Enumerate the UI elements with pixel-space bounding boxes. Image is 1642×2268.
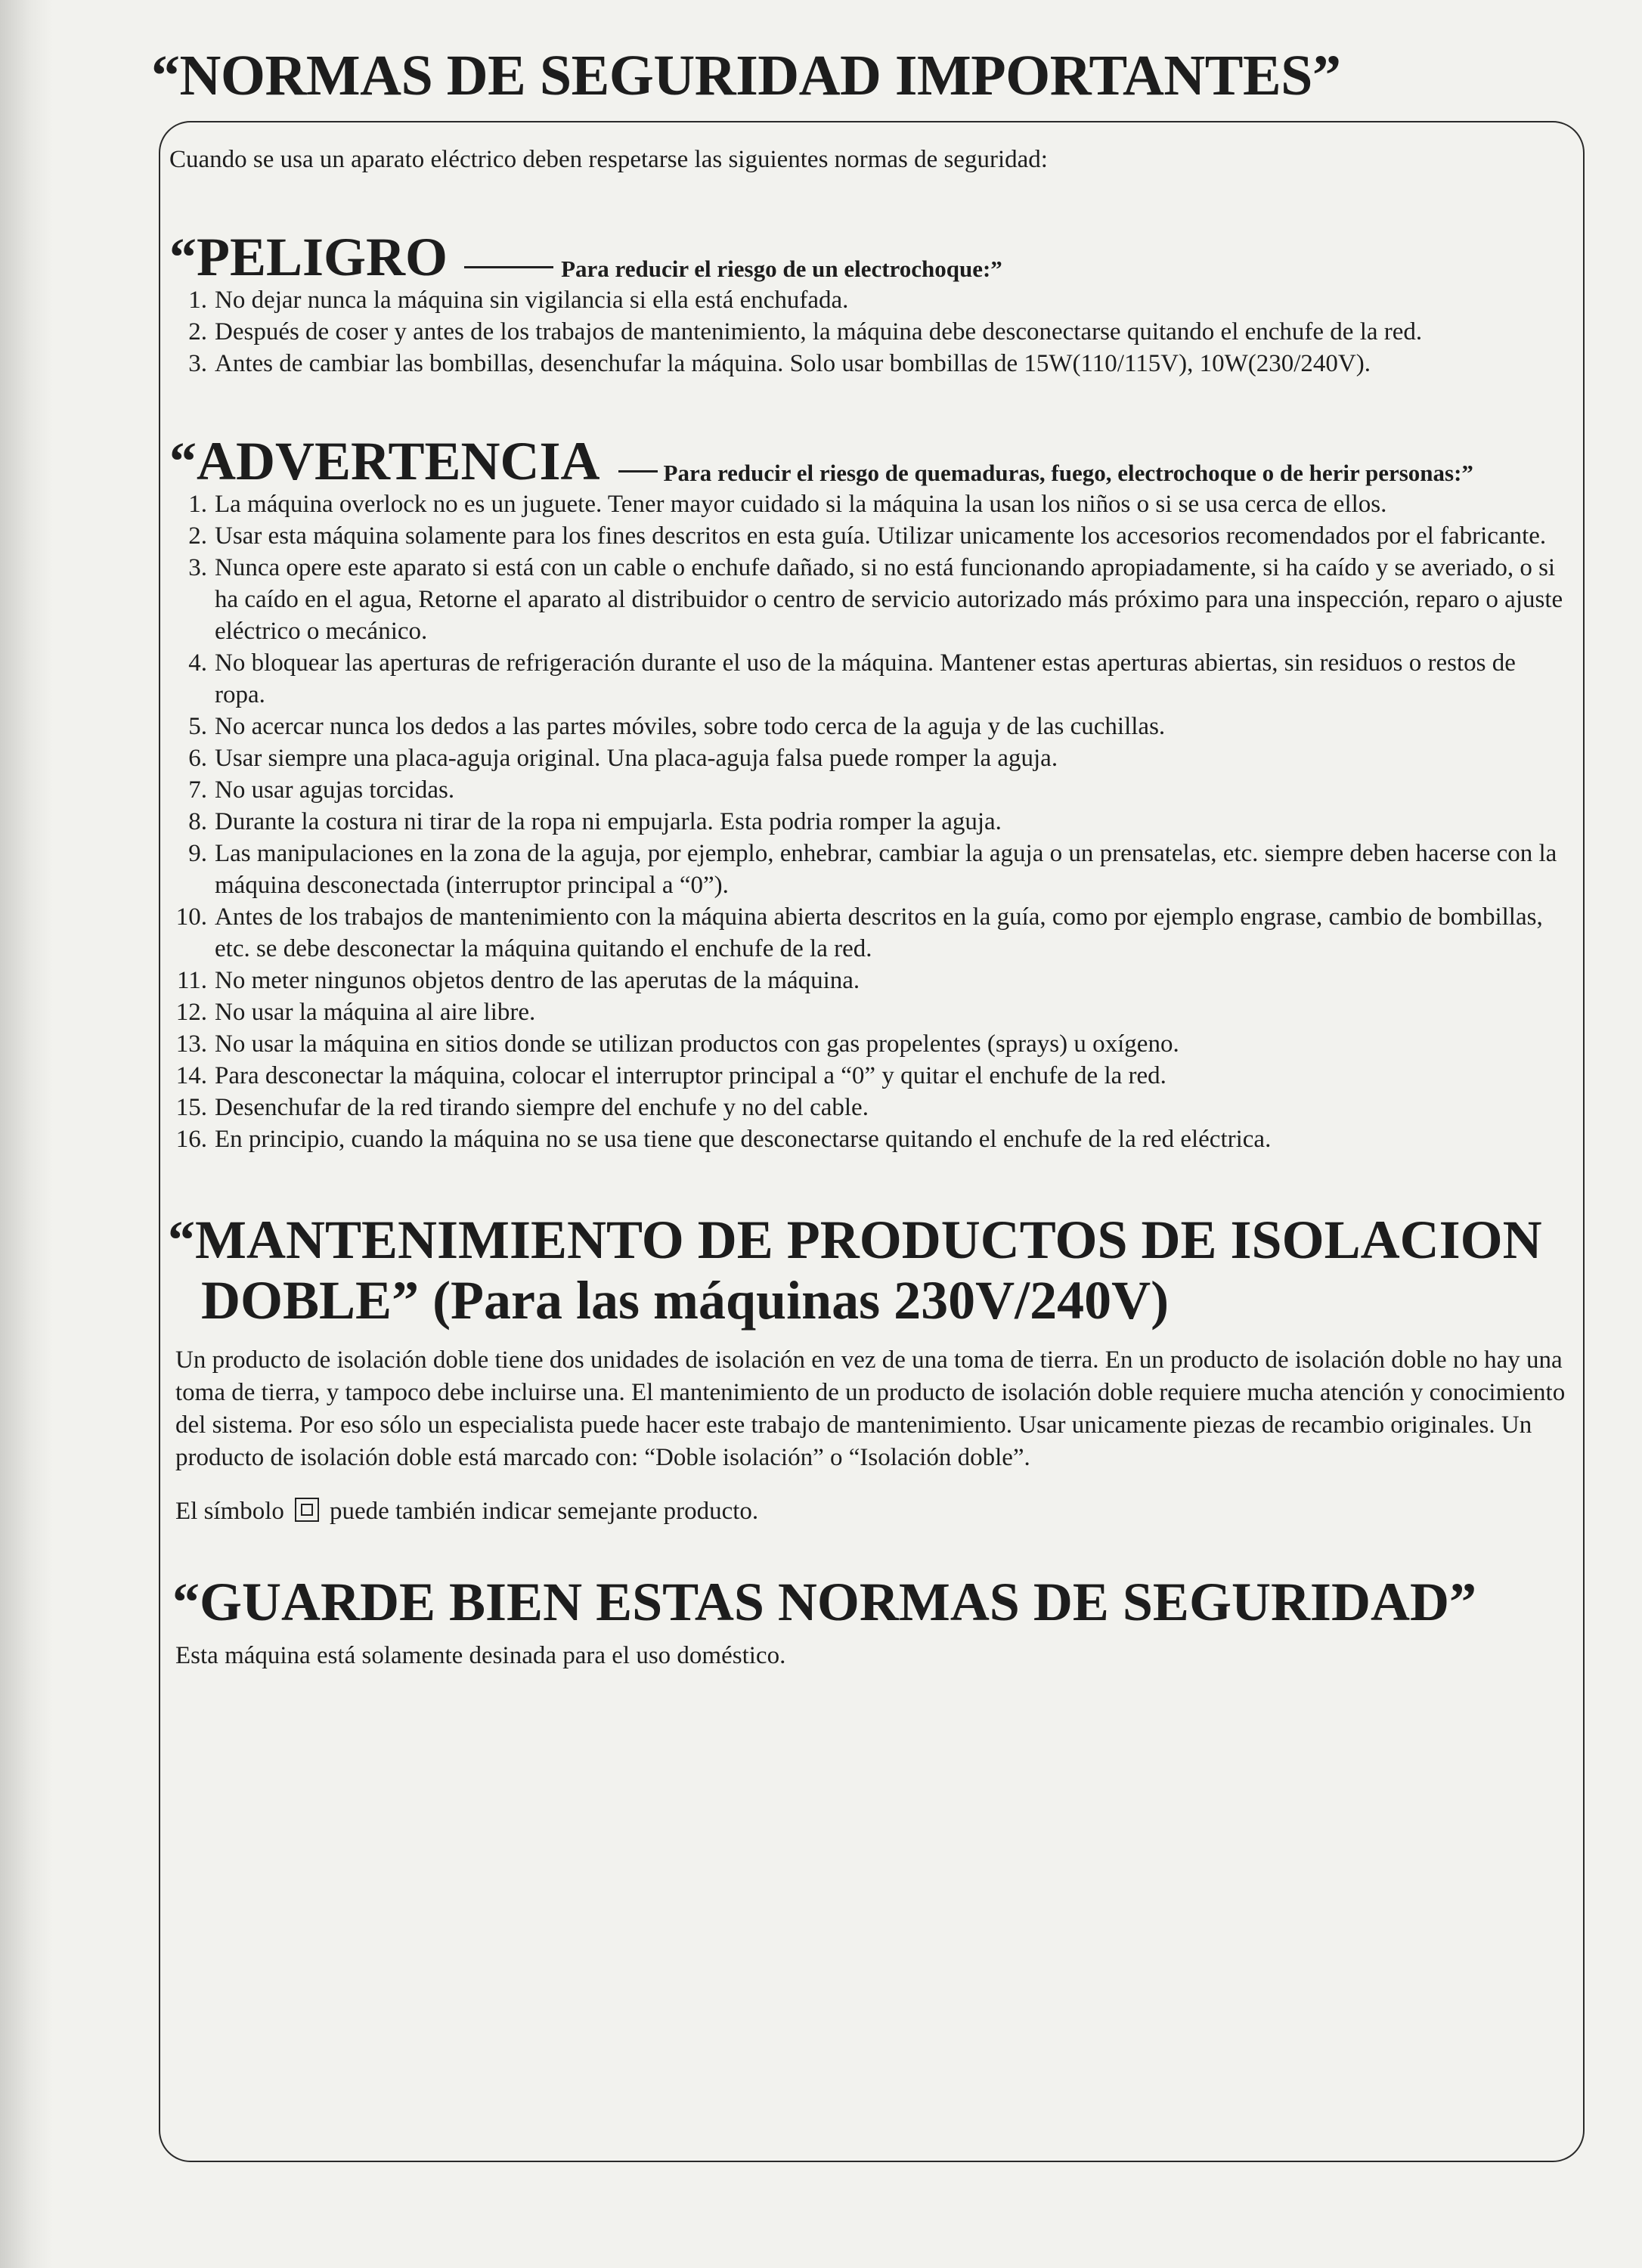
peligro-subheading: Para reducir el riesgo de un electrochoque:” (561, 255, 1002, 282)
item-text: Nunca opere este aparato si está con un cable o enchufe dañado, si no está funcionando apropiadamente, si ha caído y se averiado, o si ha caído en el agua, Retorne el aparato al distribuidor o centro de servicio autorizado más próximo para una inspección, reparo o ajuste eléctrico o mecánico. (215, 553, 1563, 645)
list-item (168, 806, 1570, 838)
item-text: Durante la costura ni tirar de la ropa ni empujarla. Esta podria romper la aguja. (215, 807, 1002, 835)
list-item (168, 965, 1570, 996)
double-insulation-icon (295, 1498, 319, 1522)
peligro-list (168, 284, 1570, 380)
item-text: En principio, cuando la máquina no se usa tiene que desconectarse quitando el enchufe de la red eléctrica. (215, 1125, 1272, 1153)
list-item (168, 1123, 1570, 1155)
list-item (168, 348, 1570, 380)
symbol-line (175, 1495, 1570, 1528)
intro-text: Cuando se usa un aparato eléctrico deben respetarse las siguientes normas de seguridad: (169, 146, 1048, 173)
item-number: 11. (176, 966, 207, 994)
guarde-text: Esta máquina está solamente desinada para el uso doméstico. (175, 1641, 786, 1669)
item-text: No acercar nunca los dedos a las partes móviles, sobre todo cerca de la aguja y de las cuchillas. (215, 712, 1166, 740)
list-item (168, 901, 1570, 965)
item-text: No meter ningunos objetos dentro de las aperutas de la máquina. (215, 966, 860, 994)
list-item (168, 552, 1570, 647)
item-number: 1. (188, 490, 207, 518)
peligro-section (168, 226, 1570, 380)
item-number: 2. (188, 318, 207, 345)
item-text: No dejar nunca la máquina sin vigilancia si ella está enchufada. (215, 286, 849, 314)
item-text: Antes de los trabajos de mantenimiento con la máquina abierta descritos en la guía, como por ejemplo engrase, cambio de bombillas, etc. se debe desconectar la máquina quitando el enchufe de la red. (215, 903, 1543, 962)
item-text: No bloquear las aperturas de refrigeración durante el uso de la máquina. Mantener estas aperturas abiertas, sin residuos o restos de ropa. (215, 649, 1516, 708)
mantenimiento-paragraph: Un producto de isolación doble tiene dos unidades de isolación en vez de una toma de tierra. En un producto de isolación doble no hay una toma de tierra, y tampoco debe incluirse una. El mantenimiento de un producto de isolación doble requiere mucha atención y conocimiento del sistema. Por eso sólo un especialista puede hacer este trabajo de mantenimiento. Usar unicamente piezas de recambio originales. Un producto de isolación doble está marcado con: “Doble isolación” o “Isolación doble”. (175, 1346, 1566, 1471)
symbol-text-after: puede también indicar semejante producto. (329, 1497, 759, 1525)
advertencia-subheading: Para reducir el riesgo de quemaduras, fuego, electrochoque o de herir personas:” (663, 459, 1473, 486)
guarde-section (168, 1571, 1570, 1672)
list-item (168, 284, 1570, 316)
item-text: Desenchufar de la red tirando siempre del enchufe y no del cable. (215, 1093, 869, 1121)
page-edge-shadow (0, 0, 53, 2268)
item-number: 8. (188, 807, 207, 835)
item-number: 7. (188, 776, 207, 804)
item-number: 1. (188, 286, 207, 314)
peligro-header (168, 226, 1570, 287)
heading-dash (464, 266, 553, 268)
mantenimiento-section (168, 1210, 1570, 1528)
page-title: “NORMAS DE SEGURIDAD IMPORTANTES” (151, 44, 1341, 107)
item-number: 5. (188, 712, 207, 740)
list-item (168, 520, 1570, 552)
item-text: Las manipulaciones en la zona de la aguja, por ejemplo, enhebrar, cambiar la aguja o un prensatelas, etc. siempre deben hacerse con la máquina desconectada (interruptor principal a “0”). (215, 839, 1557, 899)
item-text: Para desconectar la máquina, colocar el interruptor principal a “0” y quitar el enchufe de la red. (215, 1061, 1166, 1089)
content (168, 145, 1570, 1672)
guarde-heading: “GUARDE BIEN ESTAS NORMAS DE SEGURIDAD” (172, 1571, 1476, 1632)
advertencia-list (168, 488, 1570, 1155)
item-number: 2. (188, 522, 207, 550)
item-text: Antes de cambiar las bombillas, desenchufar la máquina. Solo usar bombillas de 15W(110/115V), 10W(230/240V). (215, 349, 1371, 377)
list-item (168, 1060, 1570, 1092)
advertencia-heading: “ADVERTENCIA (169, 430, 600, 491)
item-text: Usar siempre una placa-aguja original. Una placa-aguja falsa puede romper la aguja. (215, 744, 1058, 772)
mantenimiento-heading (168, 1210, 1570, 1331)
list-item (168, 488, 1570, 520)
mantenimiento-heading-line1: “MANTENIMIENTO DE PRODUCTOS DE ISOLACION (168, 1209, 1542, 1270)
item-number: 13. (175, 1030, 207, 1058)
mantenimiento-heading-line2: DOBLE” (Para las máquinas 230V/240V) (201, 1269, 1170, 1331)
list-item (168, 316, 1570, 348)
list-item (168, 742, 1570, 774)
item-text: Después de coser y antes de los trabajos de mantenimiento, la máquina debe desconectarse quitando el enchufe de la red. (215, 318, 1423, 345)
list-item (168, 838, 1570, 901)
list-item (168, 1092, 1570, 1123)
item-text: La máquina overlock no es un juguete. Tener mayor cuidado si la máquina la usan los niños o si se usa cerca de ellos. (215, 490, 1387, 518)
item-number: 15. (175, 1093, 207, 1121)
item-number: 3. (188, 553, 207, 581)
item-number: 12. (175, 998, 207, 1026)
advertencia-header (168, 430, 1570, 491)
item-number: 16. (175, 1125, 207, 1153)
list-item (168, 647, 1570, 711)
item-number: 9. (188, 839, 207, 867)
list-item (168, 996, 1570, 1028)
item-text: No usar agujas torcidas. (215, 776, 455, 804)
symbol-text-before: El símbolo (175, 1497, 284, 1525)
list-item (168, 774, 1570, 806)
item-number: 6. (188, 744, 207, 772)
item-number: 10. (175, 903, 207, 931)
list-item (168, 711, 1570, 742)
item-number: 14. (175, 1061, 207, 1089)
item-number: 4. (188, 649, 207, 677)
list-item (168, 1028, 1570, 1060)
item-number: 3. (188, 349, 207, 377)
item-text: No usar la máquina en sitios donde se utilizan productos con gas propelentes (sprays) u oxígeno. (215, 1030, 1179, 1058)
heading-dash (618, 470, 658, 472)
advertencia-section (168, 430, 1570, 1155)
item-text: No usar la máquina al aire libre. (215, 998, 536, 1026)
item-text: Usar esta máquina solamente para los fines descritos en esta guía. Utilizar unicamente los accesorios recomendados por el fabricante. (215, 522, 1547, 550)
peligro-heading: “PELIGRO (169, 226, 448, 287)
